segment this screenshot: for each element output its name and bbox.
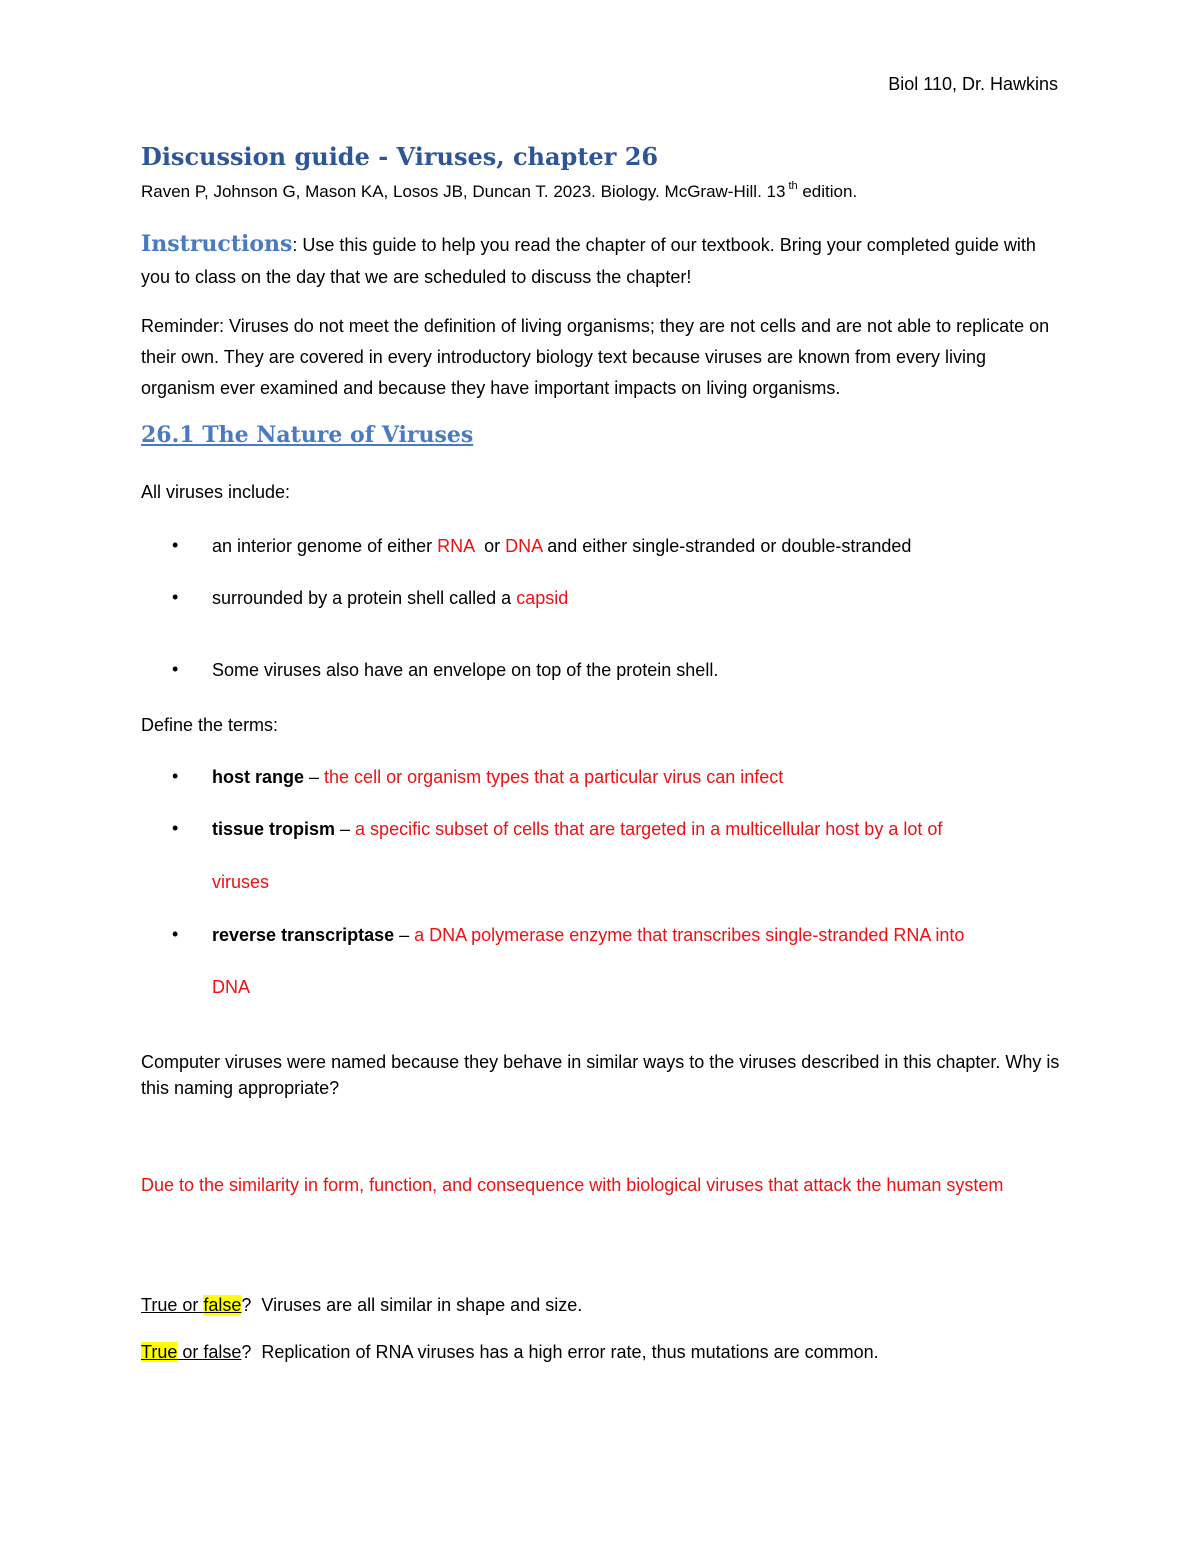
instructions-paragraph <box>141 228 1061 293</box>
page-header: Biol 110, Dr. Hawkins <box>888 74 1058 94</box>
reminder-paragraph: Reminder: Viruses do not meet the definition of living organisms; they are not cells and are not able to replicate on their own. They are covered in every introductory biology text because viruses are known from every living organism ever examined and because they have important impacts on living organisms. <box>141 316 1050 398</box>
term-reverse-transcriptase <box>212 925 1052 946</box>
computer-viruses-question: Computer viruses were named because they behave in similar ways to the viruses described in this chapter. Why is this naming appropriate? <box>141 1052 1060 1098</box>
list-item-text: or <box>474 536 506 556</box>
term-label: tissue tropism <box>212 819 336 839</box>
option-true: True <box>141 1295 178 1315</box>
question-text: ? Viruses are all similar in shape and size. <box>241 1295 583 1315</box>
bullet-icon: • <box>172 659 179 679</box>
term-dash: – <box>304 767 325 787</box>
instructions-colon: : <box>292 235 298 255</box>
bullet-icon: • <box>172 818 179 838</box>
all-viruses-lead: All viruses include: <box>141 482 291 502</box>
true-false-question-2 <box>141 1342 879 1363</box>
term-label: host range <box>212 767 305 787</box>
list-item-text: an interior genome of either <box>212 536 438 556</box>
list-item <box>212 536 1052 557</box>
bullet-icon: • <box>172 766 179 786</box>
term-dash: – <box>394 925 415 945</box>
term-dash: – <box>335 819 356 839</box>
option-or: or <box>177 1295 204 1315</box>
citation <box>141 182 857 202</box>
answer-capsid: capsid <box>516 588 569 608</box>
bullet-icon: • <box>172 535 179 555</box>
citation-text: Raven P, Johnson G, Mason KA, Losos JB, Duncan T. 2023. Biology. McGraw-Hill. 13 <box>141 182 786 201</box>
question-text: ? Replication of RNA viruses has a high error rate, thus mutations are common. <box>241 1342 879 1362</box>
option-false-selected: false <box>203 1295 242 1315</box>
list-item: Some viruses also have an envelope on top of the protein shell. <box>212 660 719 680</box>
option-or-false: or false <box>177 1342 242 1362</box>
define-lead: Define the terms: <box>141 715 279 735</box>
term-host-range <box>212 767 1052 788</box>
term-answer: a DNA polymerase enzyme that transcribes single-stranded RNA into <box>414 925 965 945</box>
list-item <box>212 588 1052 609</box>
section-heading: 26.1 The Nature of Viruses <box>141 422 474 448</box>
answer-dna: DNA <box>505 536 543 556</box>
term-tissue-tropism <box>212 819 1052 840</box>
computer-viruses-answer: Due to the similarity in form, function, and consequence with biological viruses that attack the human system <box>141 1175 1004 1195</box>
option-true-selected: True <box>141 1342 178 1362</box>
instructions-label: Instructions <box>141 231 293 257</box>
term-label: reverse transcriptase <box>212 925 395 945</box>
true-false-question-1 <box>141 1295 582 1316</box>
bullet-icon: • <box>172 587 179 607</box>
bullet-icon: • <box>172 924 179 944</box>
answer-rna: RNA <box>437 536 475 556</box>
citation-edition: edition. <box>797 182 858 201</box>
list-item-text: and either single-stranded or double-stranded <box>542 536 912 556</box>
term-answer-continued: viruses <box>212 872 270 892</box>
term-answer-continued: DNA <box>212 977 251 997</box>
instructions-text: Use this guide to help you read the chapter of our textbook. Bring your completed guide with you to class on the day that we are scheduled to discuss the chapter! <box>141 235 1036 287</box>
citation-superscript: th <box>788 180 798 192</box>
term-answer: a specific subset of cells that are targeted in a multicellular host by a lot of <box>355 819 943 839</box>
term-answer: the cell or organism types that a particular virus can infect <box>324 767 784 787</box>
list-item-text: surrounded by a protein shell called a <box>212 588 517 608</box>
document-title: Discussion guide - Viruses, chapter 26 <box>141 142 659 171</box>
